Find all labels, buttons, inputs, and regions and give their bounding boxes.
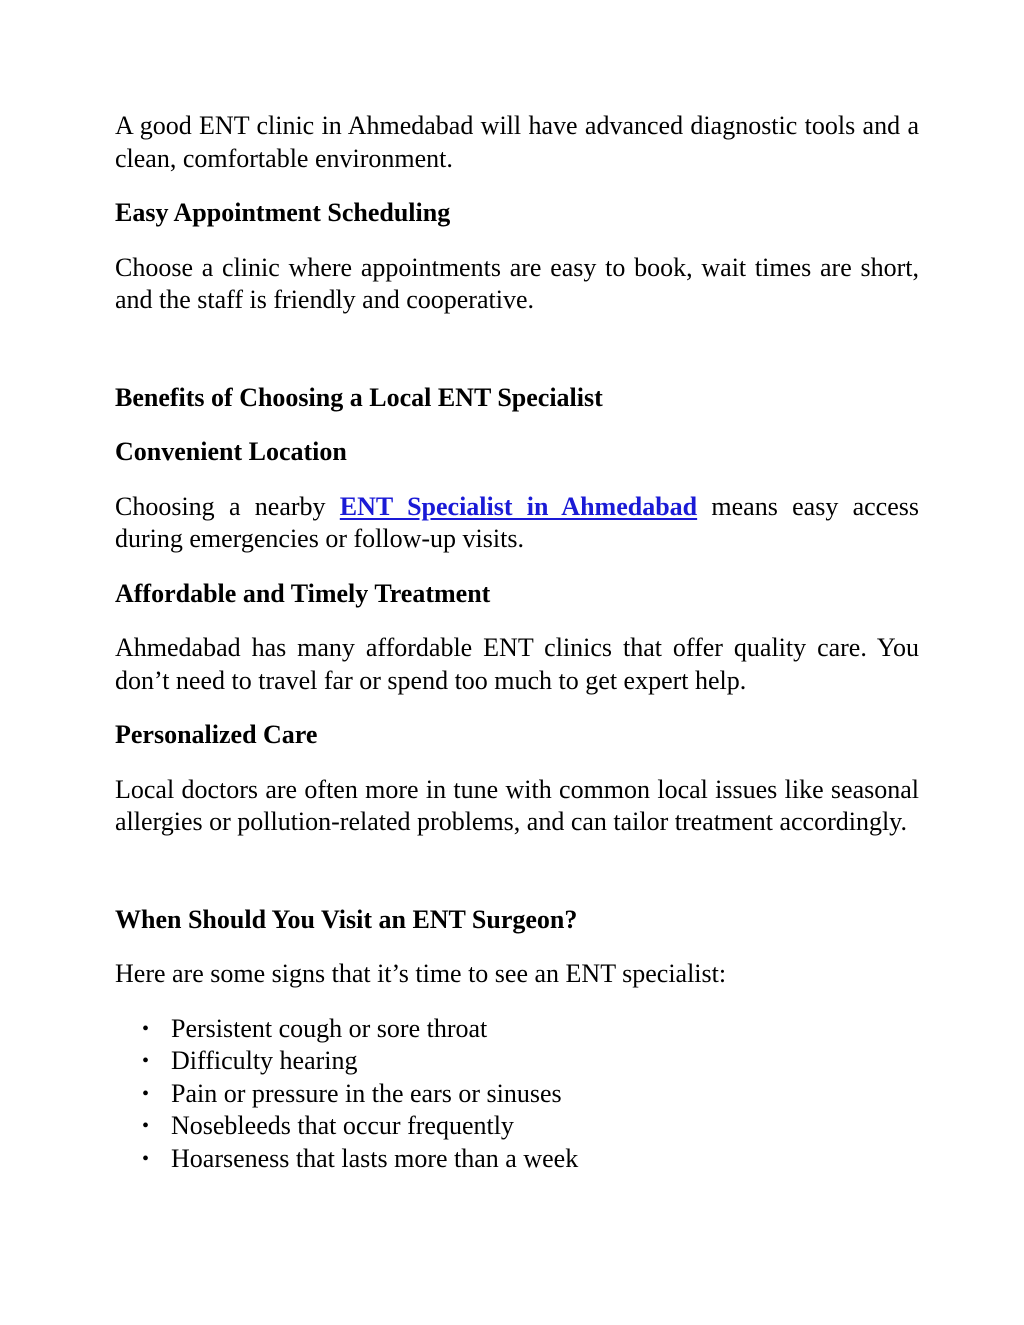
- location-paragraph: [115, 491, 919, 556]
- bullet-icon: •: [142, 1017, 150, 1040]
- list-item: [115, 1143, 919, 1176]
- bullet-icon: •: [142, 1115, 150, 1137]
- appointment-paragraph: Choose a clinic where appointments are easy to book, wait times are short, and the staff is friendly and cooperative.: [115, 252, 919, 314]
- list-item-text: Hoarseness that lasts more than a week: [171, 1143, 579, 1173]
- list-item: [115, 1078, 919, 1111]
- document-page: [115, 110, 919, 1175]
- list-item: [115, 1110, 919, 1143]
- affordable-paragraph: Ahmedabad has many affordable ENT clinics that offer quality care. You don’t need to travel far or spend too much to get expert help.: [115, 633, 919, 695]
- benefits-heading: Benefits of Choosing a Local ENT Specialist: [115, 382, 603, 412]
- ent-specialist-link[interactable]: ENT Specialist in Ahmedabad: [339, 491, 698, 521]
- when-visit-heading: When Should You Visit an ENT Surgeon?: [115, 904, 578, 934]
- when-visit-intro: Here are some signs that it’s time to see an ENT specialist:: [115, 959, 727, 988]
- location-text-after: means easy access during emergencies or follow-up visits.: [115, 491, 919, 553]
- personalized-paragraph: Local doctors are often more in tune with common local issues like seasonal allergies or pollution-related problems, and can tailor treatment accordingly.: [115, 774, 919, 836]
- location-heading: Convenient Location: [115, 437, 347, 466]
- appointment-heading: Easy Appointment Scheduling: [115, 198, 451, 227]
- affordable-heading: Affordable and Timely Treatment: [115, 578, 491, 608]
- location-text-before: Choosing a nearby: [115, 491, 340, 521]
- bullet-icon: •: [142, 1147, 150, 1170]
- list-item-text: Persistent cough or sore throat: [171, 1013, 488, 1043]
- list-item: [115, 1013, 919, 1046]
- bullet-icon: •: [142, 1050, 150, 1072]
- list-item-text: Pain or pressure in the ears or sinuses: [171, 1078, 562, 1108]
- list-item-text: Nosebleeds that occur frequently: [171, 1111, 514, 1140]
- list-item-text: Difficulty hearing: [171, 1046, 358, 1075]
- intro-paragraph: A good ENT clinic in Ahmedabad will have advanced diagnostic tools and a clean, comfortable environment.: [115, 111, 919, 173]
- bullet-icon: •: [142, 1082, 150, 1105]
- list-item: [115, 1045, 919, 1078]
- personalized-heading: Personalized Care: [115, 720, 318, 749]
- signs-list: [115, 1013, 919, 1176]
